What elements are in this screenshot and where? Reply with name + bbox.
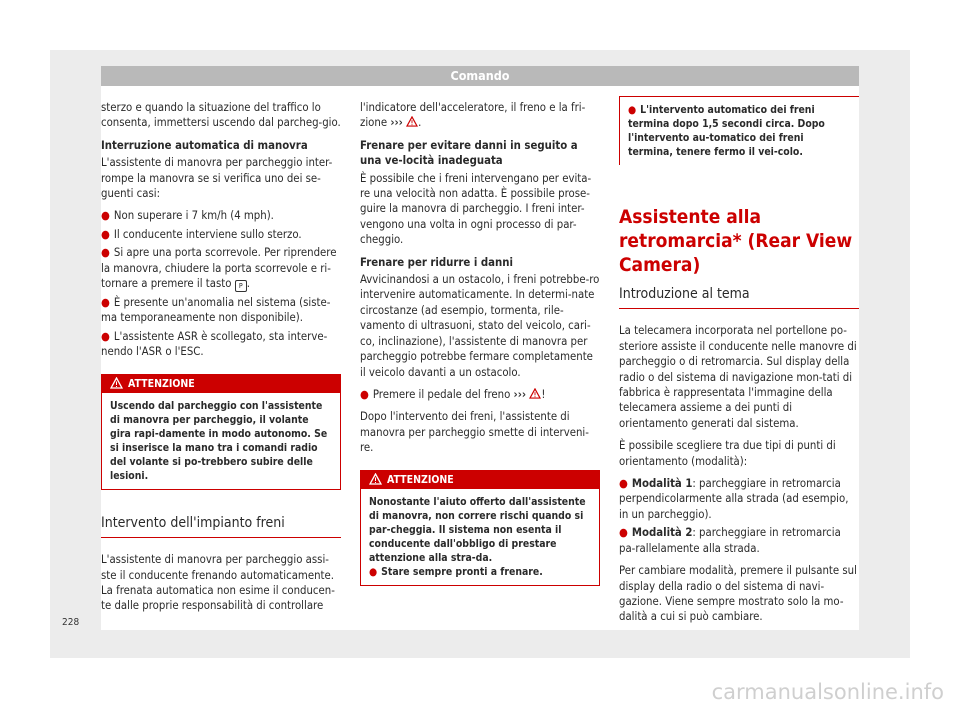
bullet-icon: ● — [360, 387, 369, 401]
paragraph: L'assistente di manovra per parcheggio inter-rompe la manovra se si verifica uno dei se-guenti casi: — [101, 156, 333, 201]
warning-triangle-icon — [406, 116, 418, 127]
list-item: ● Non superare i 7 km/h (4 mph). — [101, 209, 274, 223]
warning-continuation: ● L'intervento automatico dei freni termina dopo 1,5 secondi circa. Dopo l'intervento au-tomatico dei freni termina, tenere fermo il vei-colo. — [619, 96, 859, 165]
chapter-title: Assistente alla retromarcia* (Rear View Camera) — [619, 206, 853, 276]
watermark: carmanualsonline.info — [711, 680, 944, 704]
paragraph: Dopo l'intervento dei freni, l'assistente di manovra per parcheggio smette di interveni-re. — [360, 410, 589, 455]
subheading: Frenare per evitare danni in seguito a una ve-locità inadeguata — [360, 138, 578, 168]
bullet-icon: ● — [101, 227, 110, 241]
header-bar: Comando — [101, 66, 859, 86]
warning-box — [360, 470, 600, 586]
column-1 — [101, 100, 341, 621]
warning-triangle-icon — [110, 377, 123, 389]
bullet-icon: ● — [619, 526, 628, 540]
list-item: ● Modalità 1: parcheggiare in retromarcia perpendicolarmente alla strada (ad esempio, in un parcheggio). — [619, 477, 849, 521]
bullet-icon: ● — [101, 329, 110, 343]
warning-triangle-icon — [369, 473, 382, 485]
warning-header: ATTENZIONE — [361, 471, 599, 489]
page-number: 228 — [62, 617, 80, 628]
paragraph: L'assistente di manovra per parcheggio assi-ste il conducente frenando automaticamente. La frenata automatica non esime il conducen-te dalle proprie responsabilità di controllare — [101, 553, 335, 613]
warning-triangle-icon — [529, 388, 541, 399]
paragraph: La telecamera incorporata nel portellone po-steriore assiste il conducente nelle manovre di parcheggio o di retromarcia. Sul display della radio o del sistema di navigazione mon-tati di fabbrica è rappresentata l'immagine della telecamera assieme a dei punti di orientamento generati dal sistema. — [619, 324, 857, 430]
section-title: Intervento dell'impianto freni — [101, 516, 341, 538]
bullet-icon: ● — [101, 246, 110, 260]
list-item: ● Modalità 2: parcheggiare in retromarcia pa-rallelamente alla strada. — [619, 526, 841, 555]
paragraph: È possibile scegliere tra due tipi di punti di orientamento (modalità): — [619, 439, 836, 468]
column-2 — [360, 100, 600, 592]
warning-header: ATTENZIONE — [102, 375, 340, 393]
subheading: Frenare per ridurre i danni — [360, 255, 513, 269]
paragraph: Avvicinandosi a un ostacolo, i freni potrebbe-ro intervenire automaticamente. In determi-nate circostanze (ad esempio, tormenta, rile-vamento di ultrasuoni, stato del veicolo, cari-co, inclinazione), l'assistente di manovra per parcheggio potrebbe fermare completamente il veicolo davanti a un ostacolo. — [360, 273, 600, 379]
bullet-icon: ● — [101, 296, 110, 310]
list-item: ● Premere il pedale del freno ››› ! — [360, 387, 546, 401]
warning-text: Nonostante l'aiuto offerto dall'assistente di manovra, non correre rischi quando si par-cheggia. Il sistema non esenta il conducente dall'obbligo di prestare attenzione alla stra-da. ● Stare sempre pronti a frenare. — [361, 489, 599, 585]
warning-box — [101, 374, 341, 490]
bullet-icon: ● — [369, 565, 378, 578]
list-item: ● È presente un'anomalia nel sistema (siste-ma temporaneamente non disponibile). — [101, 296, 331, 325]
list-item: ● Si apre una porta scorrevole. Per riprendere la manovra, chiudere la porta scorrevole e ri-tornare a premere il tasto P . — [101, 246, 337, 291]
bullet-icon: ● — [619, 477, 628, 491]
paragraph: È possibile che i freni intervengano per evita-re una velocità non adatta. È possibile prose-guire la manovra di parcheggio. I freni inter-vengono una volta in ogni processo di par-cheggio. — [360, 171, 592, 247]
paragraph: sterzo e quando la situazione del traffico lo consenta, immettersi uscendo dal parcheg-gio. — [101, 101, 341, 130]
paragraph: l'indicatore dell'acceleratore, il freno e la fri-zione ››› . — [360, 101, 586, 130]
paragraph: Per cambiare modalità, premere il pulsante sul display della radio o del sistema di navi-gazione. Viene sempre mostrato solo la mo-dalità a cui si può cambiare. — [619, 564, 857, 624]
list-item: ● L'assistente ASR è scollegato, sta interve-nendo l'ASR o l'ESC. — [101, 329, 328, 359]
bullet-icon: ● — [101, 209, 110, 223]
warning-text: Uscendo dal parcheggio con l'assistente di manovra per parcheggio, il volante gira rapi-damente in modo autonomo. Se si inserisce la mano tra i comandi radio del volante si po-trebbero subire delle lesioni. — [110, 399, 328, 482]
list-item: ● Il conducente interviene sullo sterzo. — [101, 227, 302, 241]
section-title: Introduzione al tema — [619, 287, 859, 309]
column-3 — [619, 96, 859, 632]
subheading: Interruzione automatica di manovra — [101, 138, 308, 152]
parking-button-icon: P — [235, 280, 247, 292]
bullet-icon: ● — [628, 104, 637, 116]
list-item: ● Stare sempre pronti a frenare. — [369, 565, 543, 578]
